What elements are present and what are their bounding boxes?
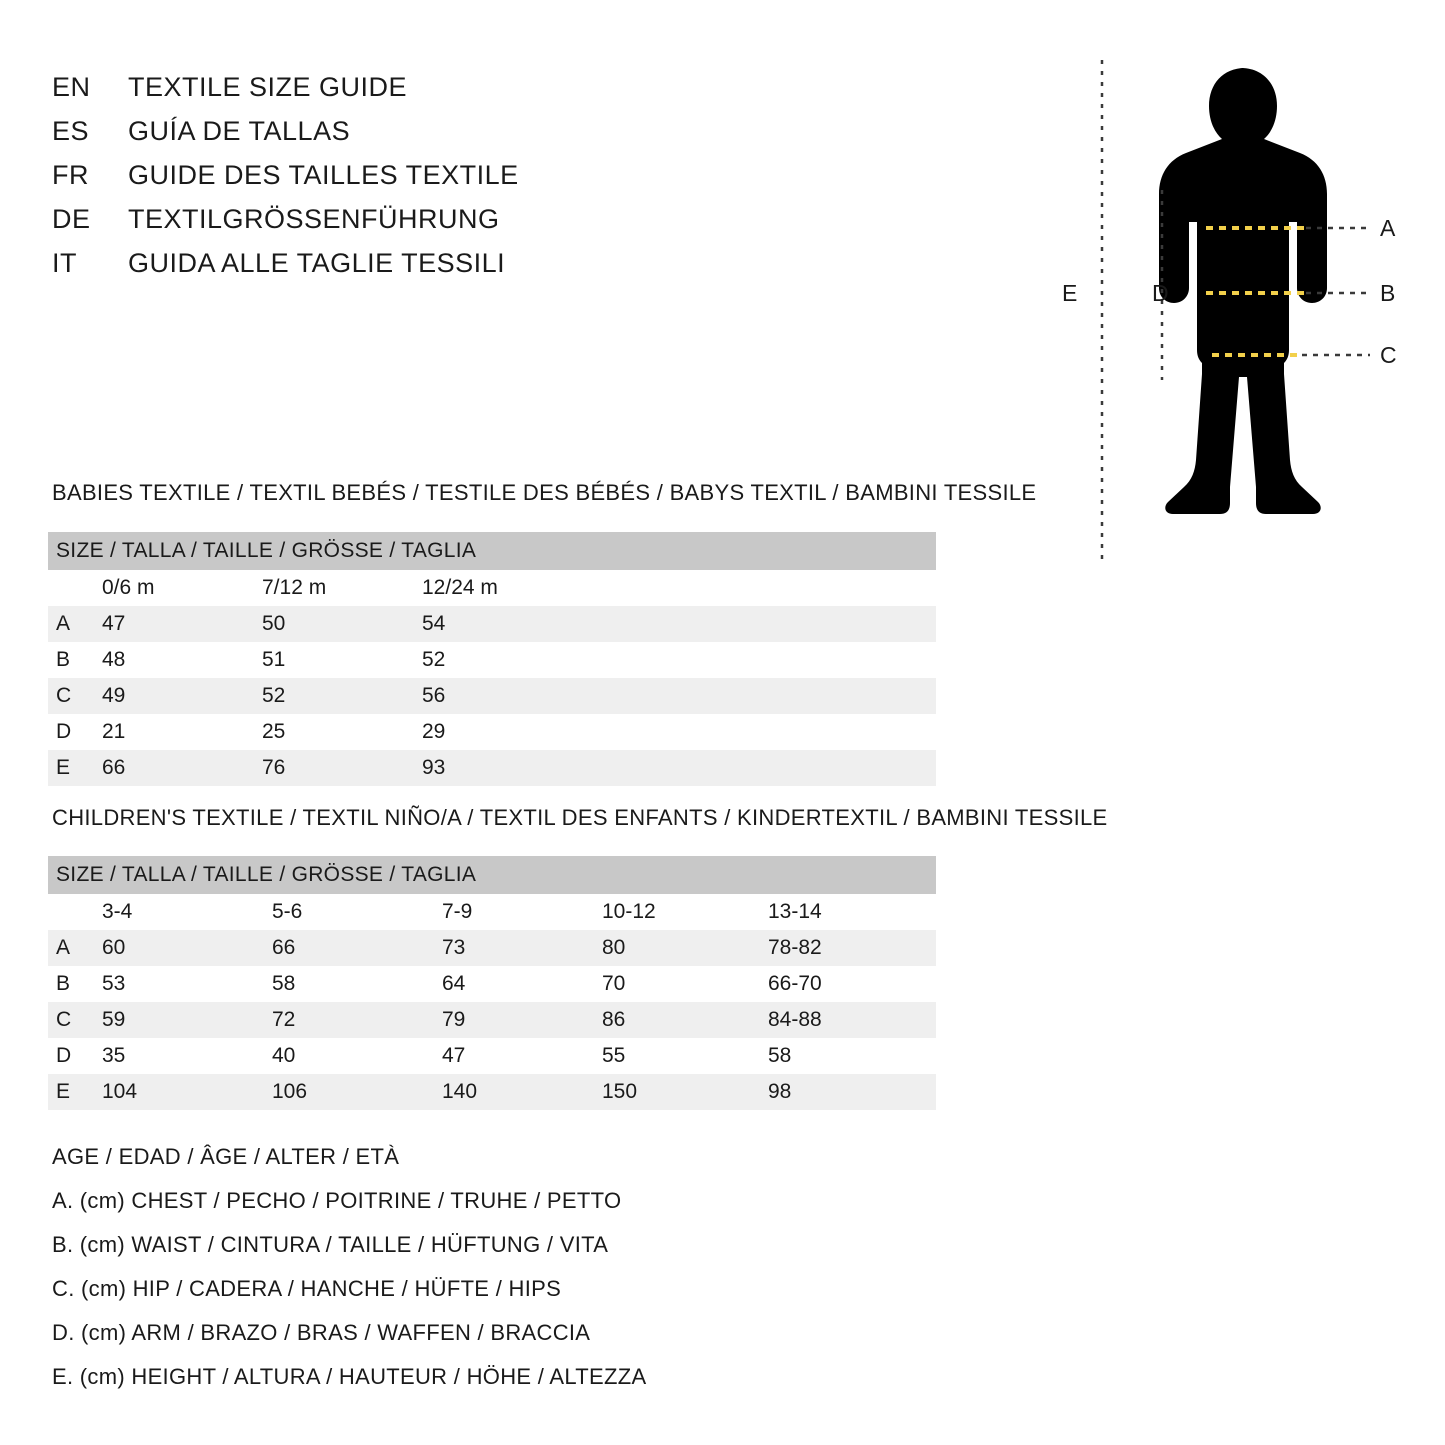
- babies-row-label-e: E: [48, 750, 102, 786]
- babies-c-0: 49: [102, 678, 262, 714]
- legend-line-d-arm: D. (cm) ARM / BRAZO / BRAS / WAFFEN / BRACCIA: [52, 1320, 591, 1345]
- table-row: [48, 750, 936, 786]
- language-title-row: [52, 204, 952, 248]
- children-d-1: 40: [272, 1038, 442, 1074]
- babies-a-0: 47: [102, 606, 262, 642]
- children-c-1: 72: [272, 1002, 442, 1038]
- babies-a-2: 54: [422, 606, 582, 642]
- children-b-4: 66-70: [768, 966, 936, 1002]
- children-row-label-b: B: [48, 966, 102, 1002]
- spacer-cell: [582, 714, 936, 750]
- children-c-3: 86: [602, 1002, 768, 1038]
- language-title-row: [52, 72, 952, 116]
- language-title-fr: GUIDE DES TAILLES TEXTILE: [128, 160, 519, 190]
- babies-row-label-d: D: [48, 714, 102, 750]
- measurement-figure: [1040, 50, 1420, 570]
- children-e-3: 150: [602, 1074, 768, 1110]
- empty-corner-cell: [48, 894, 102, 930]
- language-title-de: TEXTILGRÖSSENFÜHRUNG: [128, 204, 500, 234]
- babies-a-1: 50: [262, 606, 422, 642]
- language-title-row: [52, 160, 952, 204]
- children-e-4: 98: [768, 1074, 936, 1110]
- table-row: [48, 1074, 936, 1110]
- table-column-header-row: [48, 570, 936, 606]
- legend-line-c-hip: C. (cm) HIP / CADERA / HANCHE / HÜFTE / HIPS: [52, 1276, 562, 1301]
- table-row: [48, 1002, 936, 1038]
- children-b-3: 70: [602, 966, 768, 1002]
- table-row: [48, 714, 936, 750]
- babies-d-0: 21: [102, 714, 262, 750]
- children-table-header: SIZE / TALLA / TAILLE / GRÖSSE / TAGLIA: [48, 856, 936, 894]
- children-a-0: 60: [102, 930, 272, 966]
- babies-row-label-a: A: [48, 606, 102, 642]
- babies-e-0: 66: [102, 750, 262, 786]
- figure-marker-b: B: [1380, 280, 1396, 306]
- spacer-cell: [582, 570, 936, 606]
- children-a-2: 73: [442, 930, 602, 966]
- children-section-heading: CHILDREN'S TEXTILE / TEXTIL NIÑO/A / TEXTIL DES ENFANTS / KINDERTEXTIL / BAMBINI TESSILE: [52, 805, 1108, 830]
- language-code-de: DE: [52, 204, 91, 234]
- legend-line-age: AGE / EDAD / ÂGE / ALTER / ETÀ: [52, 1144, 400, 1169]
- table-row: [48, 606, 936, 642]
- spacer-cell: [582, 750, 936, 786]
- language-title-es: GUÍA DE TALLAS: [128, 116, 351, 146]
- language-title-row: [52, 116, 952, 160]
- table-row: [48, 966, 936, 1002]
- language-title-row: [52, 248, 952, 292]
- babies-col-2: 12/24 m: [422, 570, 582, 606]
- figure-marker-d: D: [1152, 280, 1169, 306]
- babies-col-1: 7/12 m: [262, 570, 422, 606]
- babies-d-2: 29: [422, 714, 582, 750]
- language-code-es: ES: [52, 116, 90, 146]
- babies-table-header: SIZE / TALLA / TAILLE / GRÖSSE / TAGLIA: [48, 532, 936, 570]
- figure-marker-e: E: [1062, 280, 1078, 306]
- children-size-table: [48, 856, 936, 1110]
- children-b-0: 53: [102, 966, 272, 1002]
- children-b-2: 64: [442, 966, 602, 1002]
- language-title-en: TEXTILE SIZE GUIDE: [128, 72, 408, 102]
- legend-line-b-waist: B. (cm) WAIST / CINTURA / TAILLE / HÜFTUNG / VITA: [52, 1232, 609, 1257]
- children-col-4: 13-14: [768, 894, 936, 930]
- children-c-4: 84-88: [768, 1002, 936, 1038]
- legend-line-e-height: E. (cm) HEIGHT / ALTURA / HAUTEUR / HÖHE / ALTEZZA: [52, 1364, 647, 1389]
- children-row-label-c: C: [48, 1002, 102, 1038]
- children-c-2: 79: [442, 1002, 602, 1038]
- table-row: [48, 678, 936, 714]
- babies-c-1: 52: [262, 678, 422, 714]
- table-header-row: [48, 856, 936, 894]
- table-row: [48, 930, 936, 966]
- figure-marker-a: A: [1380, 215, 1396, 241]
- children-d-2: 47: [442, 1038, 602, 1074]
- children-a-1: 66: [272, 930, 442, 966]
- children-c-0: 59: [102, 1002, 272, 1038]
- language-code-fr: FR: [52, 160, 89, 190]
- children-e-2: 140: [442, 1074, 602, 1110]
- measurement-legend: [52, 1135, 952, 1399]
- babies-e-1: 76: [262, 750, 422, 786]
- children-d-3: 55: [602, 1038, 768, 1074]
- children-col-1: 5-6: [272, 894, 442, 930]
- children-col-3: 10-12: [602, 894, 768, 930]
- children-col-2: 7-9: [442, 894, 602, 930]
- language-code-it: IT: [52, 248, 77, 278]
- babies-b-1: 51: [262, 642, 422, 678]
- children-e-0: 104: [102, 1074, 272, 1110]
- figure-marker-c: C: [1380, 342, 1397, 368]
- children-e-1: 106: [272, 1074, 442, 1110]
- children-row-label-e: E: [48, 1074, 102, 1110]
- children-d-0: 35: [102, 1038, 272, 1074]
- language-title-it: GUIDA ALLE TAGLIE TESSILI: [128, 248, 506, 278]
- language-title-list: [52, 72, 952, 292]
- language-code-en: EN: [52, 72, 91, 102]
- legend-line-a-chest: A. (cm) CHEST / PECHO / POITRINE / TRUHE / PETTO: [52, 1188, 622, 1213]
- babies-size-table: [48, 532, 936, 786]
- table-header-row: [48, 532, 936, 570]
- babies-section-heading: BABIES TEXTILE / TEXTIL BEBÉS / TESTILE DES BÉBÉS / BABYS TEXTIL / BAMBINI TESSILE: [52, 480, 1037, 505]
- children-d-4: 58: [768, 1038, 936, 1074]
- table-column-header-row: [48, 894, 936, 930]
- spacer-cell: [582, 642, 936, 678]
- children-row-label-d: D: [48, 1038, 102, 1074]
- table-row: [48, 1038, 936, 1074]
- babies-c-2: 56: [422, 678, 582, 714]
- babies-b-0: 48: [102, 642, 262, 678]
- babies-row-label-b: B: [48, 642, 102, 678]
- babies-e-2: 93: [422, 750, 582, 786]
- children-a-3: 80: [602, 930, 768, 966]
- table-row: [48, 642, 936, 678]
- empty-corner-cell: [48, 570, 102, 606]
- spacer-cell: [582, 606, 936, 642]
- children-a-4: 78-82: [768, 930, 936, 966]
- children-row-label-a: A: [48, 930, 102, 966]
- babies-d-1: 25: [262, 714, 422, 750]
- babies-col-0: 0/6 m: [102, 570, 262, 606]
- babies-row-label-c: C: [48, 678, 102, 714]
- babies-b-2: 52: [422, 642, 582, 678]
- children-b-1: 58: [272, 966, 442, 1002]
- children-col-0: 3-4: [102, 894, 272, 930]
- spacer-cell: [582, 678, 936, 714]
